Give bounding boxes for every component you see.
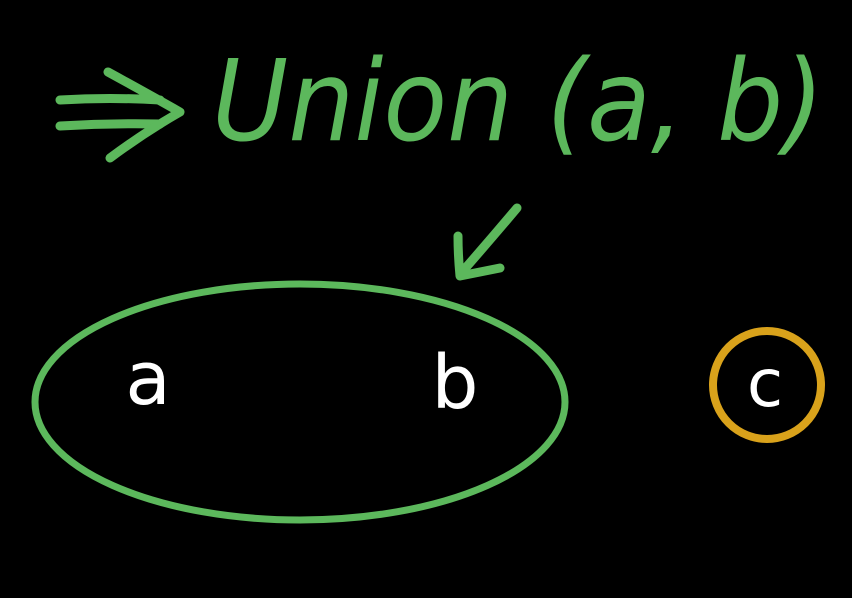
singleton-member-c: c bbox=[746, 345, 784, 422]
implies-arrow-icon bbox=[60, 72, 180, 158]
title-text: Union (a, b) bbox=[212, 37, 824, 167]
union-set-ellipse bbox=[35, 284, 565, 520]
pointer-arrow-icon bbox=[458, 208, 517, 276]
set-member-a: a bbox=[125, 336, 171, 422]
set-member-b: b bbox=[431, 340, 479, 426]
